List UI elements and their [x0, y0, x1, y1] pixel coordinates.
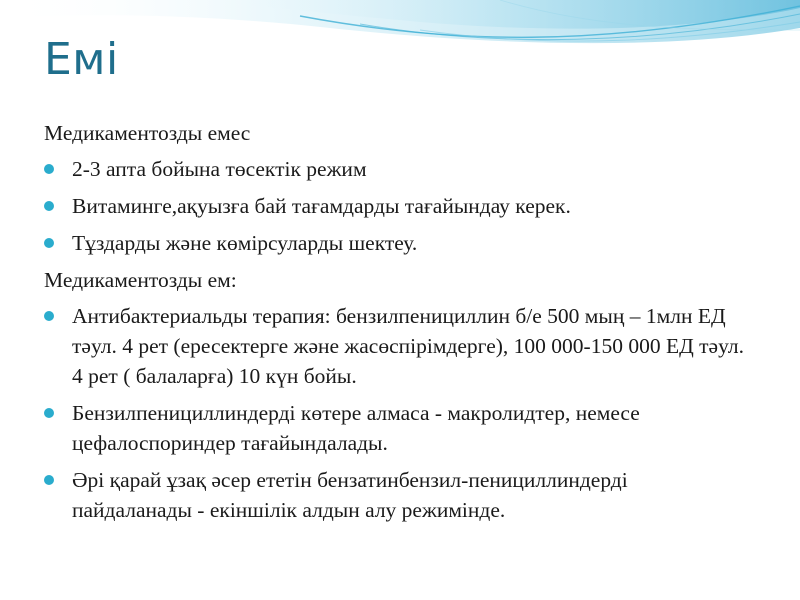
- bullet-icon: [44, 408, 54, 418]
- bullet-icon: [44, 475, 54, 485]
- heading-non-drug: Медикаментозды емес: [44, 121, 251, 145]
- slide-content: [44, 116, 744, 532]
- list-item: [44, 154, 744, 184]
- list-item-text: 2-3 апта бойына төсектік режим: [72, 157, 367, 181]
- list-item: [44, 191, 744, 221]
- list-item: [44, 398, 744, 458]
- list-item: [44, 465, 744, 525]
- list-item-text: Әрі қарай ұзақ әсер ететін бензатинбензил-пенициллиндерді пайдаланады - екіншілік алдын алу режимінде.: [72, 468, 628, 522]
- bullet-icon: [44, 201, 54, 211]
- list-item-text: Антибактериальды терапия: бензилпенициллин б/е 500 мың – 1млн ЕД тәул. 4 рет (ересектерге және жасөспірімдерге), 100 000-150 000 ЕД тәул. 4 рет ( балаларға) 10 күн бойы.: [72, 304, 744, 388]
- list-item: [44, 301, 744, 391]
- list-item-text: Бензилпенициллиндерді көтере алмаса - макролидтер, немесе цефалоспориндер тағайындалады.: [72, 401, 640, 455]
- slide-title: Емі: [44, 34, 119, 85]
- list-item: [44, 228, 744, 258]
- bullet-icon: [44, 238, 54, 248]
- list-item-text: Тұздарды және көмірсуларды шектеу.: [72, 231, 418, 255]
- bullet-icon: [44, 164, 54, 174]
- list-item-text: Витаминге,ақуызға бай тағамдарды тағайындау керек.: [72, 194, 571, 218]
- bullet-icon: [44, 311, 54, 321]
- heading-drug: Медикаментозды ем:: [44, 268, 237, 292]
